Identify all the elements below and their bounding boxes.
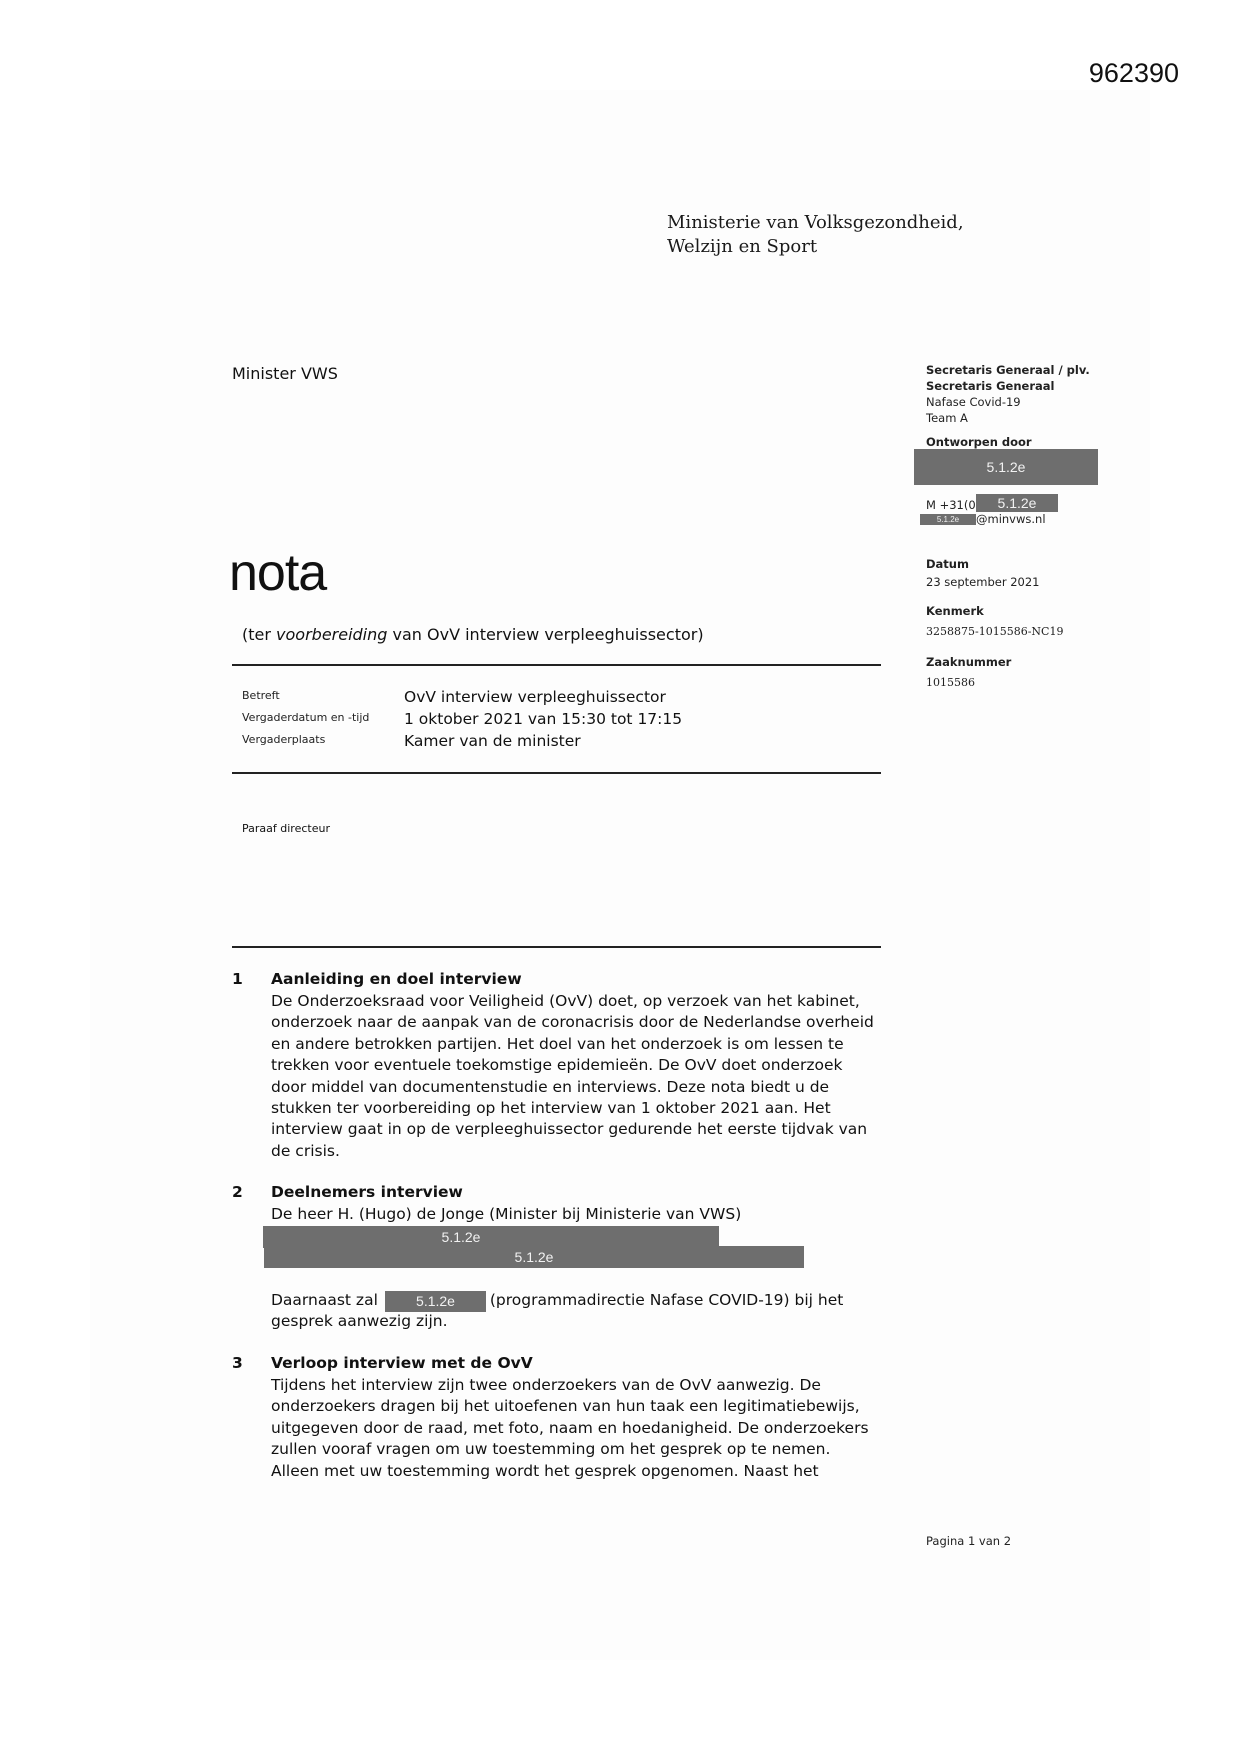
section-1-line: door middel van documentenstudie en interviews. Deze nota biedt u de <box>271 1077 830 1096</box>
sidebar-phone-prefix: M +31(0 <box>926 498 976 512</box>
redaction-box-author: 5.1.2e <box>914 449 1098 485</box>
section-1-line: onderzoek naar de aanpak van de coronacrisis door de Nederlandse overheid <box>271 1013 874 1032</box>
section-3-body <box>271 1375 911 1482</box>
section-3-line: uitgegeven door de raad, met foto, naam en hoedanigheid. De onderzoekers <box>271 1418 869 1437</box>
section-1-title: Aanleiding en doel interview <box>271 970 522 988</box>
sidebar-email-suffix: @minvws.nl <box>976 512 1046 526</box>
section-1-line: stukken ter voorbereiding op het interview van 1 oktober 2021 aan. Het <box>271 1099 831 1118</box>
divider-bottom <box>232 946 881 948</box>
sidebar-kenmerk-label: Kenmerk <box>926 604 984 618</box>
also-pre: Daarnaast zal <box>271 1291 378 1309</box>
ministry-logo-text <box>667 211 964 259</box>
section-3-line: zullen vooraf vragen om uw toestemming om het gesprek op te nemen. <box>271 1440 831 1459</box>
document-title: nota <box>229 544 327 602</box>
meta-datum-label: Vergaderdatum en -tijd <box>242 711 370 724</box>
section-2-participant: De heer H. (Hugo) de Jonge (Minister bij Ministerie van VWS) <box>271 1205 742 1223</box>
meta-betreft-value: OvV interview verpleeghuissector <box>404 688 666 706</box>
page-number: Pagina 1 van 2 <box>926 1534 1012 1548</box>
section-3-line: Alleen met uw toestemming wordt het gesprek opgenomen. Naast het <box>271 1461 819 1480</box>
sidebar-organisation <box>926 362 1090 426</box>
section-3-line: onderzoekers dragen bij het uitoefenen van hun taak een legitimatiebewijs, <box>271 1397 860 1416</box>
meta-datum-value: 1 oktober 2021 van 15:30 tot 17:15 <box>404 710 683 728</box>
sidebar-org-2: Secretaris Generaal <box>926 379 1055 393</box>
sidebar-ontworpen-label: Ontworpen door <box>926 435 1032 449</box>
ministry-line-2: Welzijn en Sport <box>667 236 818 257</box>
also-line-2: gesprek aanwezig zijn. <box>271 1312 448 1331</box>
sidebar-datum-label: Datum <box>926 557 969 571</box>
divider-middle <box>232 772 881 774</box>
subtitle-rest: van OvV interview verpleeghuissector) <box>387 625 704 644</box>
redaction-code-1: 5.1.2e <box>441 1229 481 1245</box>
sidebar-zaak-value: 1015586 <box>926 676 975 689</box>
sidebar-org-3: Nafase Covid-19 <box>926 395 1021 409</box>
document-number: 962390 <box>1088 58 1179 88</box>
redaction-box-phone: 5.1.2e <box>976 494 1058 512</box>
addressee: Minister VWS <box>232 364 338 383</box>
section-3-number: 3 <box>232 1354 243 1372</box>
redaction-box-also: 5.1.2e <box>385 1291 486 1312</box>
subtitle-open: (ter <box>242 625 277 644</box>
meta-plaats-label: Vergaderplaats <box>242 733 326 746</box>
sidebar-zaak-label: Zaaknummer <box>926 655 1012 669</box>
section-3-line: Tijdens het interview zijn twee onderzoekers van de OvV aanwezig. De <box>271 1376 821 1394</box>
section-1-line: De Onderzoeksraad voor Veiligheid (OvV) doet, op verzoek van het kabinet, <box>271 992 860 1010</box>
document-subtitle <box>242 625 704 644</box>
redaction-box-participant-1 <box>263 1226 719 1248</box>
meta-plaats-value: Kamer van de minister <box>404 732 581 750</box>
section-2-title: Deelnemers interview <box>271 1183 463 1201</box>
divider-top <box>232 664 881 666</box>
also-post: (programmadirectie Nafase COVID-19) bij het <box>489 1291 844 1309</box>
sidebar-org-1: Secretaris Generaal / plv. <box>926 363 1090 377</box>
section-3-title: Verloop interview met de OvV <box>271 1354 533 1372</box>
redaction-box-email: 5.1.2e <box>920 514 976 525</box>
section-1-line: interview gaat in op de verpleeghuissector gedurende het eerste tijdvak van <box>271 1120 868 1139</box>
ministry-line-1: Ministerie van Volksgezondheid, <box>667 212 964 233</box>
sidebar-datum-value: 23 september 2021 <box>926 575 1040 589</box>
sidebar-kenmerk-value: 3258875-1015586-NC19 <box>926 625 1064 638</box>
section-1-number: 1 <box>232 970 243 988</box>
section-1-body <box>271 991 911 1162</box>
section-1-line: trekken voor eventuele toekomstige epidemieën. De OvV doet onderzoek <box>271 1056 843 1075</box>
paraaf-directeur: Paraaf directeur <box>242 822 330 835</box>
sidebar-org-4: Team A <box>926 411 968 425</box>
subtitle-emphasis: voorbereiding <box>276 625 388 644</box>
redaction-box-participant-2: 5.1.2e <box>264 1246 804 1268</box>
meta-betreft-label: Betreft <box>242 689 280 702</box>
section-1-line: de crisis. <box>271 1141 340 1160</box>
section-1-line: en andere betrokken partijen. Het doel van het onderzoek is om lessen te <box>271 1034 844 1053</box>
section-2-number: 2 <box>232 1183 243 1201</box>
section-2-also <box>271 1290 911 1333</box>
